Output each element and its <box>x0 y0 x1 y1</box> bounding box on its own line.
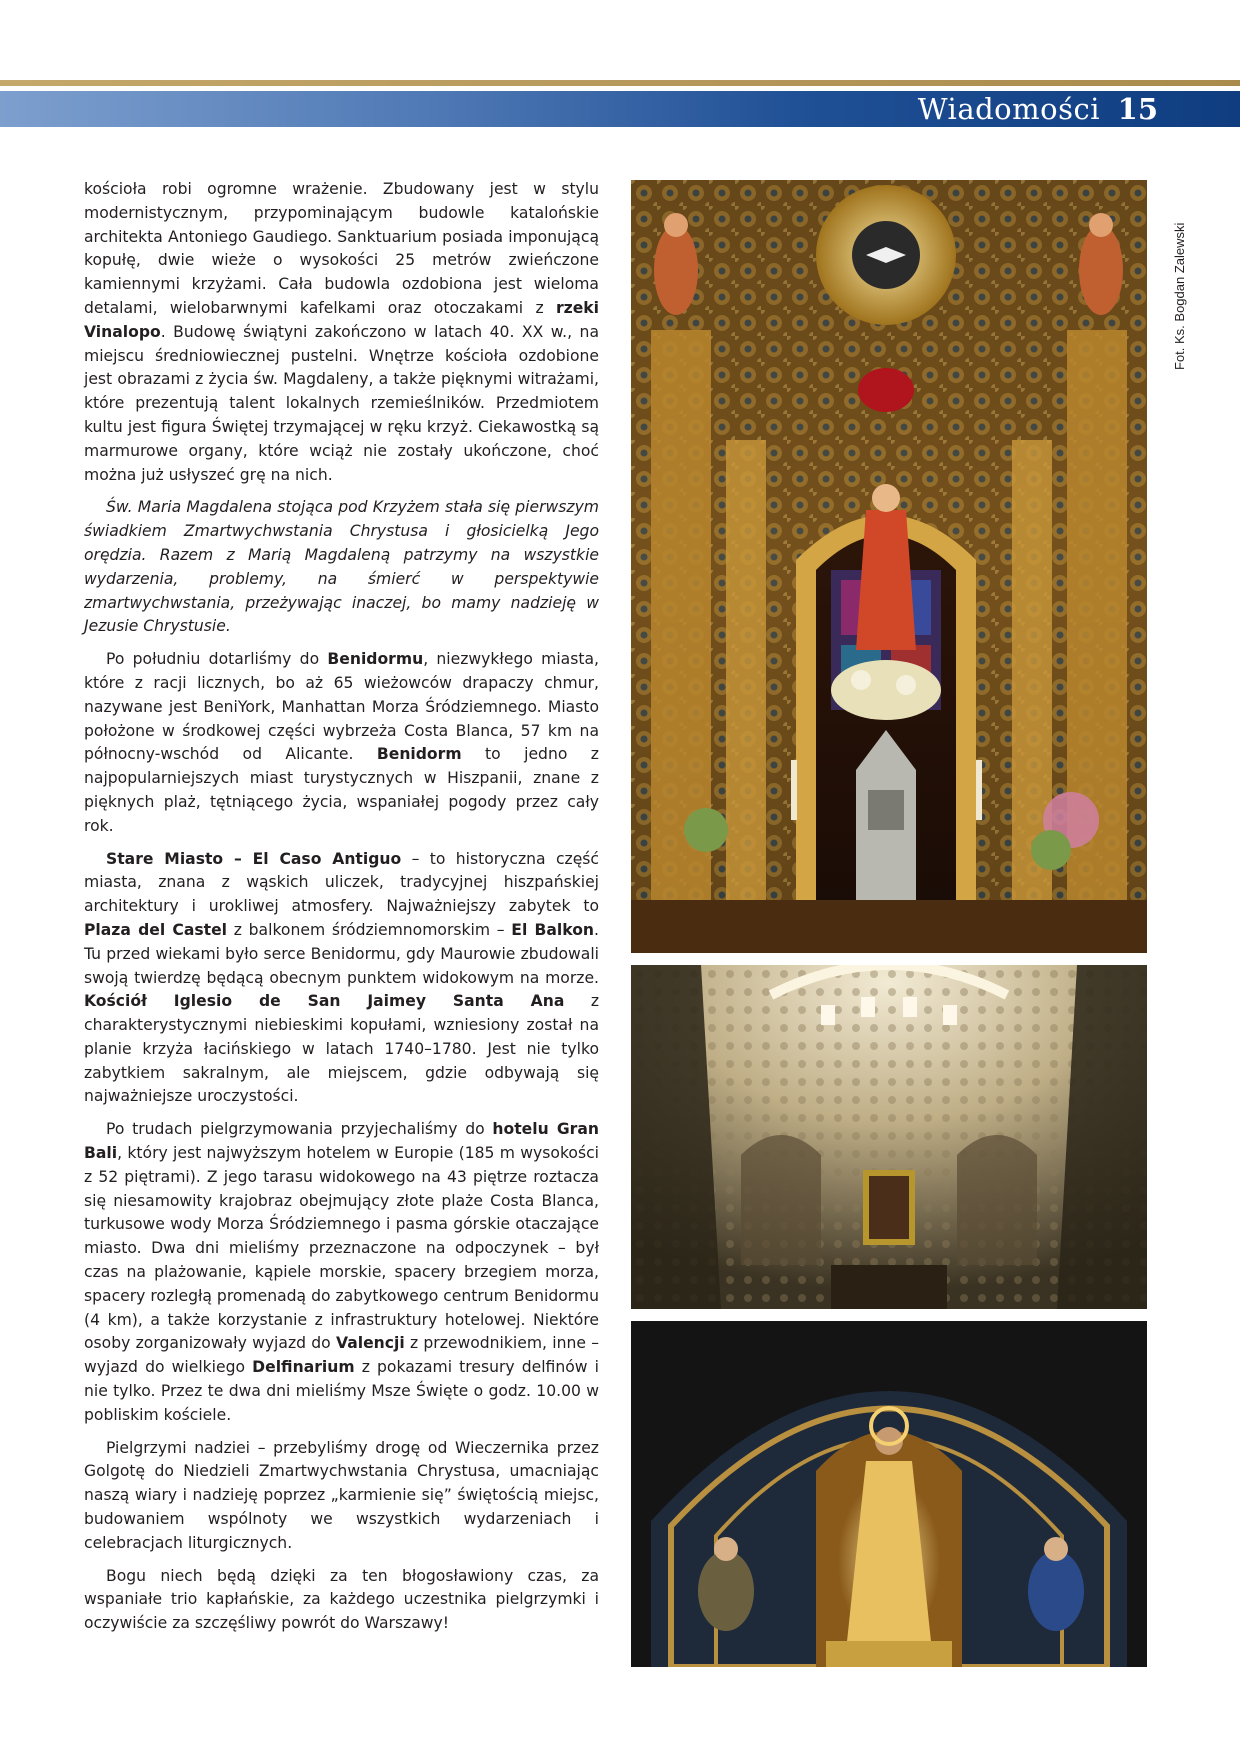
article-column <box>84 178 599 1645</box>
paragraph-thanks: Bogu niech będą dzięki za ten błogosławiony czas, za wspaniałe trio kapłańskie, za każdego uczestnika pielgrzymki i oczywiście za szczęśliwy powrót do Warszawy! <box>84 1566 599 1633</box>
paragraph-pilgrims: Pielgrzymi nadziei – przebyliśmy drogę od Wieczernika przez Golgotę do Niedzieli Zmartwychwstania Chrystusa, umacniając naszą wiary i nadzieję poprzez „karmienie się” świętością miejsc, budowaniem wspólnoty we wszystkich wydarzeniach i celebracjach liturgicznych. <box>84 1438 599 1552</box>
paragraph-hotel: Po trudach pielgrzymowania przyjechaliśmy do hotelu Gran Bali, który jest najwyższym hotelem w Europie (185 m wysokości z 52 piętrami). Z jego tarasu widokowego na 43 piętrze roztacza się niesamowity krajobraz obejmujący złote plaże Costa Blanca, turkusowe wody Morza Śródziemnego i pasma górskie otaczające miasto. Dwa dni mieliśmy przeznaczone na odpoczynek – był czas na plażowanie, kąpiele morskie, spacery brzegiem morza, spacery rozległą promenadą do zabytkowego centrum Benidormu (4 km), a także korzystanie z infrastruktury hotelowej. Niektóre osoby zorganizowały wyjazd do Valencji z przewodnikiem, inne – wyjazd do wielkiego Delfinarium z pokazami tresury delfinów i nie tylko. Przez te dwa dni mieliśmy Msze Święte o godz. 10.00 w pobliskim kościele. <box>84 1120 599 1424</box>
paragraph-magdalena: Św. Maria Magdalena stojąca pod Krzyżem stała się pierwszym świadkiem Zmartwychwstania Chrystusa i głosicielką Jego orędzia. Razem z Marią Magdaleną patrzymy na wszystkie wydarzenia, problemy, na śmierć w perspektywie zmartwychwstania, przeżywając inaczej, bo mamy nadzieję w Jezusie Chrystusie. <box>84 498 599 636</box>
photo-altarpiece <box>631 180 1147 953</box>
header-gold-rule <box>0 80 1240 86</box>
photo-dome-interior <box>631 965 1147 1309</box>
paragraph-sanctuary: kościoła robi ogromne wrażenie. Zbudowany jest w stylu modernistycznym, przypominającym budowle katalońskie architekta Antoniego Gaudiego. Sanktuarium posiada imponującą kopułę, dwie wieże o wysokości 25 metrów zwieńczone kamiennymi krzyżami. Cała budowla ozdobiona jest wieloma detalami, wielobarwnymi kafelkami oraz otoczakami z rzeki Vinalopo. Budowę świątyni zakończono w latach 40. XX w., na miejscu średniowiecznej pustelni. Wnętrze kościoła ozdobione jest obrazami z życia św. Magdaleny, a także pięknymi witrażami, które prezentują talent lokalnych rzemieślników. Przedmiotem kultu jest figura Świętej trzymającej w ręku krzyż. Ciekawostką są marmurowe organy, które wciąż nie zostały ukończone, choć można już usłyszeć grę na nich. <box>84 180 599 484</box>
page-number: 15 <box>1117 92 1158 126</box>
paragraph-benidorm: Po południu dotarliśmy do Benidormu, niezwykłego miasta, które z racji licznych, bo aż 65 wieżowców drapaczy chmur, nazywane jest BeniYork, Manhattan Morza Śródziemnego. Miasto położone w środkowej części wybrzeża Costa Blanca, 57 km na północny-wschód od Alicante. Benidorm to jedno z najpopularniejszych miast turystycznych w Hiszpanii, znane z pięknych plaż, tętniącego życia, wspaniałej pogody przez cały rok. <box>84 650 599 835</box>
photo-madonna-niche <box>631 1321 1147 1667</box>
section-title: Wiadomości <box>917 92 1100 126</box>
paragraph-old-town: Stare Miasto – El Caso Antiguo – to historyczna część miasta, znana z wąskich uliczek, tradycyjnej hiszpańskiej architektury i urokliwej atmosfery. Najważniejszy zabytek to Plaza del Castel z balkonem śródziemnomorskim – El Balkon. Tu przed wiekami było serce Benidormu, gdy Maurowie zbudowali swoją twierdzę będącą obecnym punktem widokowym na morze. Kościół Iglesio de San Jaimey Santa Ana z charakterystycznymi niebieskimi kopułami, wzniesiony został na planie krzyża łacińskiego w latach 1740–1780. Jest nie tylko zabytkiem sakralnym, ale miejscem, gdzie odbywają się najważniejsze uroczystości. <box>84 849 599 1106</box>
photo-credit: Fot. Ks. Bogdan Zalewski <box>1172 222 1187 370</box>
